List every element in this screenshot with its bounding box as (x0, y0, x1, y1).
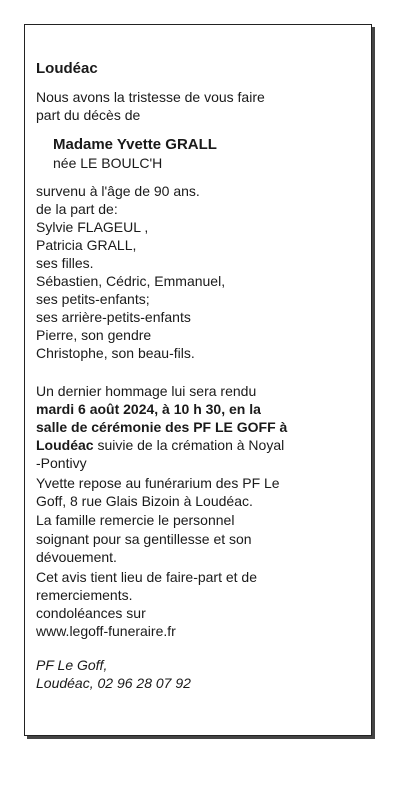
signature-line-2: Loudéac, 02 96 28 07 92 (36, 675, 191, 691)
family-line: survenu à l'âge de 90 ans. (36, 183, 200, 199)
ceremony-cremation: suivie de la crémation à Noyal (93, 437, 285, 453)
deceased-birth-name: née LE BOULC'H (53, 155, 163, 171)
family-line: Patricia GRALL, (36, 237, 137, 253)
details-line: remerciements. (36, 587, 133, 603)
intro-line-2: part du décès de (36, 107, 141, 123)
ceremony-line-4 (36, 436, 284, 454)
family-line: Pierre, son gendre (36, 327, 152, 343)
deceased-name: Madame Yvette GRALL (53, 136, 217, 153)
details-line: condoléances sur (36, 605, 146, 621)
family-line: Sébastien, Cédric, Emmanuel, (36, 273, 226, 289)
details-line: La famille remercie le personnel (36, 512, 235, 528)
details-line: Goff, 8 rue Glais Bizoin à Loudéac. (36, 493, 253, 509)
ceremony-line-2: mardi 6 août 2024, à 10 h 30, en la (36, 401, 261, 417)
details-line: Cet avis tient lieu de faire-part et de (36, 569, 258, 585)
ceremony-city: Loudéac (36, 437, 94, 453)
website-link[interactable]: www.legoff-funeraire.fr (36, 623, 176, 639)
family-line: ses petits-enfants; (36, 291, 150, 307)
ceremony-line-1: Un dernier hommage lui sera rendu (36, 383, 257, 399)
family-line: ses arrière-petits-enfants (36, 309, 191, 325)
family-line: de la part de: (36, 201, 118, 217)
family-line: ses filles. (36, 255, 94, 271)
family-line: Sylvie FLAGEUL , (36, 219, 149, 235)
ceremony-line-3: salle de cérémonie des PF LE GOFF à (36, 419, 288, 435)
details-line: dévouement. (36, 549, 117, 565)
signature-line-1: PF Le Goff, (36, 657, 108, 673)
details-line: Yvette repose au funérarium des PF Le (36, 475, 280, 491)
city-heading: Loudéac (36, 60, 98, 77)
details-line: soignant pour sa gentillesse et son (36, 531, 252, 547)
family-line: Christophe, son beau-fils. (36, 345, 195, 361)
intro-line-1: Nous avons la tristesse de vous faire (36, 89, 265, 105)
ceremony-line-5: -Pontivy (36, 455, 87, 471)
